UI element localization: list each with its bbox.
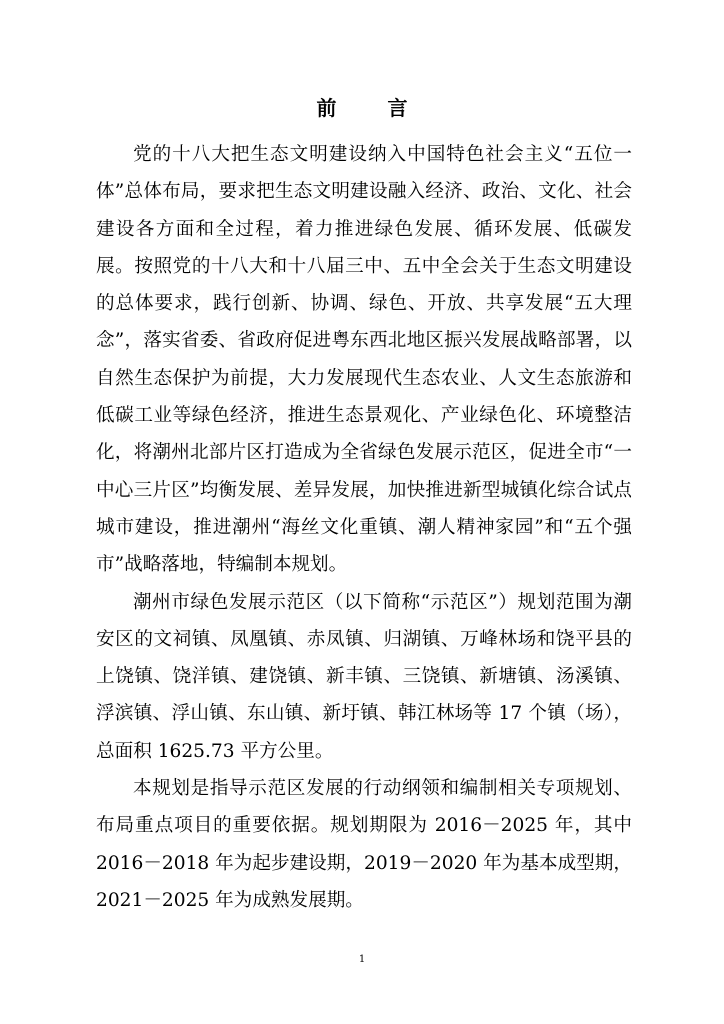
paragraph-3: 本规划是指导示范区发展的行动纲领和编制相关专项规划、布局重点项目的重要依据。规划期限为 2016－2025 年，其中 2016－2018 年为起步建设期，2019－2020 年为基本成型期，2021－2025 年为成熟发展期。 xyxy=(96,778,632,911)
document-body xyxy=(96,136,632,919)
paragraph-2: 潮州市绿色发展示范区（以下简称“示范区”）规划范围为潮安区的文祠镇、凤凰镇、赤凤镇、归湖镇、万峰林场和饶平县的上饶镇、饶洋镇、建饶镇、新丰镇、三饶镇、新塘镇、汤溪镇、浮滨镇、浮山镇、东山镇、新圩镇、韩江林场等 17 个镇（场），总面积 1625.73 平方公里。 xyxy=(96,591,632,762)
page-title: 前 言 xyxy=(316,96,430,120)
page-number: 1 xyxy=(358,954,366,965)
paragraph-1: 党的十八大把生态文明建设纳入中国特色社会主义“五位一体”总体布局，要求把生态文明建设融入经济、政治、文化、社会建设各方面和全过程，着力推进绿色发展、循环发展、低碳发展。按照党的十八大和十八届三中、五中全会关于生态文明建设的总体要求，践行创新、协调、绿色、开放、共享发展“五大理念”，落实省委、省政府促进粤东西北地区振兴发展战略部署，以自然生态保护为前提，大力发展现代生态农业、人文生态旅游和低碳工业等绿色经济，推进生态景观化、产业绿色化、环境整洁化，将潮州北部片区打造成为全省绿色发展示范区，促进全市“一中心三片区”均衡发展、差异发展，加快推进新型城镇化综合试点城市建设，推进潮州“海丝文化重镇、潮人精神家园”和“五个强市”战略落地，特编制本规划。 xyxy=(96,144,632,576)
